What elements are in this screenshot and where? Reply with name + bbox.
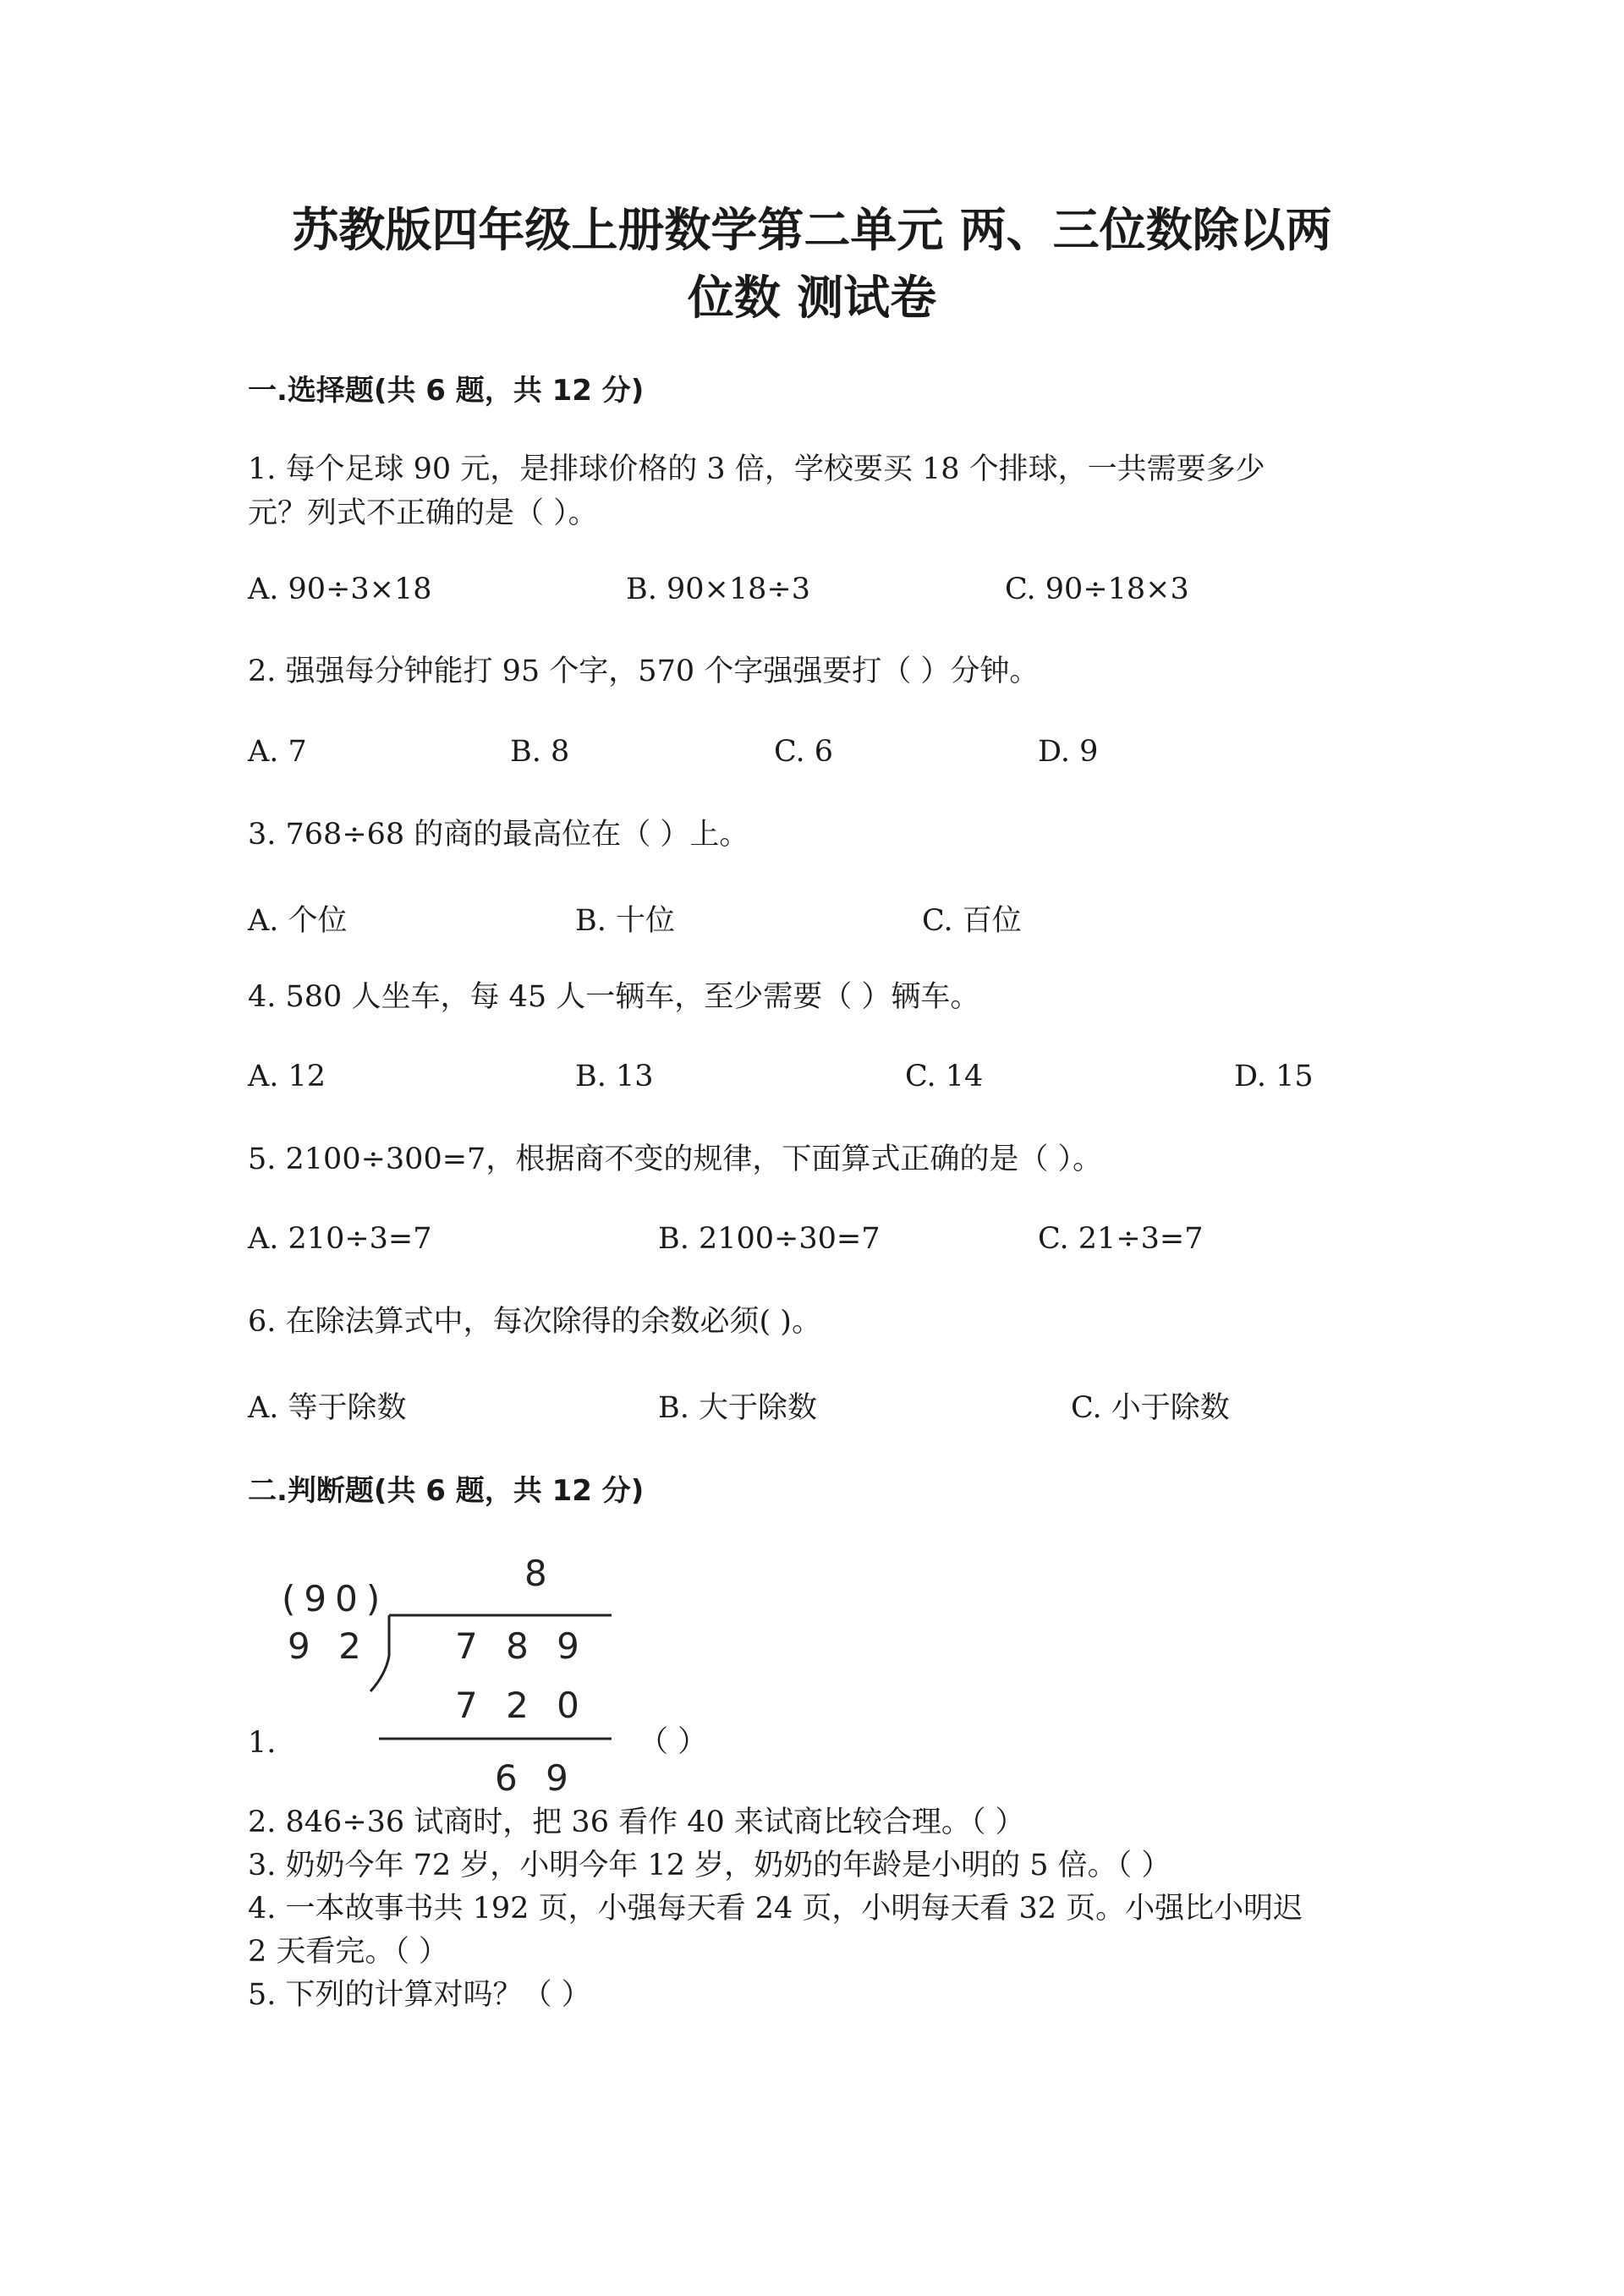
choice-q5-option-c: C. 21÷3=7	[1038, 1222, 1204, 1256]
choice-q4-option-d: D. 15	[1234, 1060, 1314, 1093]
choice-q4-option-c: C. 14	[905, 1060, 984, 1093]
choice-q6-option-a: A. 等于除数	[248, 1391, 407, 1425]
choice-q2-option-c: C. 6	[774, 735, 834, 769]
choice-q4-option-b: B. 13	[575, 1060, 654, 1093]
choice-question-3: 3. 768÷68 的商的最高位在（ ）上。	[248, 818, 749, 852]
choice-q1-option-b: B. 90×18÷3	[626, 573, 810, 606]
section-header-judge: 二.判断题(共 6 题，共 12 分)	[248, 1474, 645, 1508]
choice-question-2: 2. 强强每分钟能打 95 个字，570 个字强强要打（ ）分钟。	[248, 655, 1040, 688]
choice-q2-option-b: B. 8	[510, 735, 570, 769]
long-division-figure	[271, 1548, 626, 1801]
choice-q3-option-a: A. 个位	[248, 904, 348, 938]
choice-q1-option-c: C. 90÷18×3	[1005, 573, 1189, 606]
judge-question-5: 5. 下列的计算对吗？（ ）	[248, 1978, 591, 2012]
choice-q6-option-c: C. 小于除数	[1071, 1391, 1230, 1425]
choice-q1-option-a: A. 90÷3×18	[248, 573, 432, 606]
judge-question-1-blank: （ ）	[639, 1725, 708, 1759]
division-remainder: 6 9	[495, 1757, 577, 1799]
division-divisor: 9 2	[288, 1625, 370, 1667]
choice-q5-option-b: B. 2100÷30=7	[658, 1222, 881, 1256]
choice-q5-option-a: A. 210÷3=7	[248, 1222, 432, 1256]
choice-q6-option-b: B. 大于除数	[658, 1391, 817, 1425]
page-title-line2: 位数 测试卷	[687, 271, 937, 325]
choice-q4-option-a: A. 12	[248, 1060, 326, 1093]
choice-q2-option-d: D. 9	[1038, 735, 1099, 769]
division-bracket	[370, 1615, 389, 1691]
judge-question-4-line1: 4. 一本故事书共 192 页，小强每天看 24 页，小明每天看 32 页。小强比小明迟	[248, 1892, 1303, 1926]
choice-q2-option-a: A. 7	[248, 735, 307, 769]
section-header-choice: 一.选择题(共 6 题，共 12 分)	[248, 374, 645, 408]
page-title-line1: 苏教版四年级上册数学第二单元 两、三位数除以两	[292, 203, 1332, 257]
judge-question-1-number: 1.	[248, 1726, 277, 1760]
choice-question-5: 5. 2100÷300=7，根据商不变的规律，下面算式正确的是（ ）。	[248, 1143, 1102, 1176]
choice-question-6: 6. 在除法算式中，每次除得的余数必须( )。	[248, 1305, 821, 1339]
choice-question-1-line2: 元？列式不正确的是（ ）。	[248, 496, 598, 530]
choice-question-1-line1: 1. 每个足球 90 元，是排球价格的 3 倍，学校要买 18 个排球，一共需要多少	[248, 452, 1265, 486]
division-quotient: 8	[524, 1553, 556, 1594]
division-estimate: (90)	[282, 1578, 389, 1619]
division-dividend: 7 8 9	[455, 1625, 588, 1667]
division-bracket-lines	[271, 1548, 626, 1801]
division-product: 7 2 0	[455, 1685, 588, 1726]
judge-question-4-line2: 2 天看完。（ ）	[248, 1935, 449, 1969]
judge-question-3: 3. 奶奶今年 72 岁，小明今年 12 岁，奶奶的年龄是小明的 5 倍。（ ）	[248, 1849, 1171, 1882]
choice-q3-option-b: B. 十位	[575, 904, 675, 938]
choice-question-4: 4. 580 人坐车，每 45 人一辆车，至少需要（ ）辆车。	[248, 980, 980, 1014]
choice-q3-option-c: C. 百位	[922, 904, 1022, 938]
judge-question-2: 2. 846÷36 试商时，把 36 看作 40 来试商比较合理。（ ）	[248, 1806, 1025, 1839]
